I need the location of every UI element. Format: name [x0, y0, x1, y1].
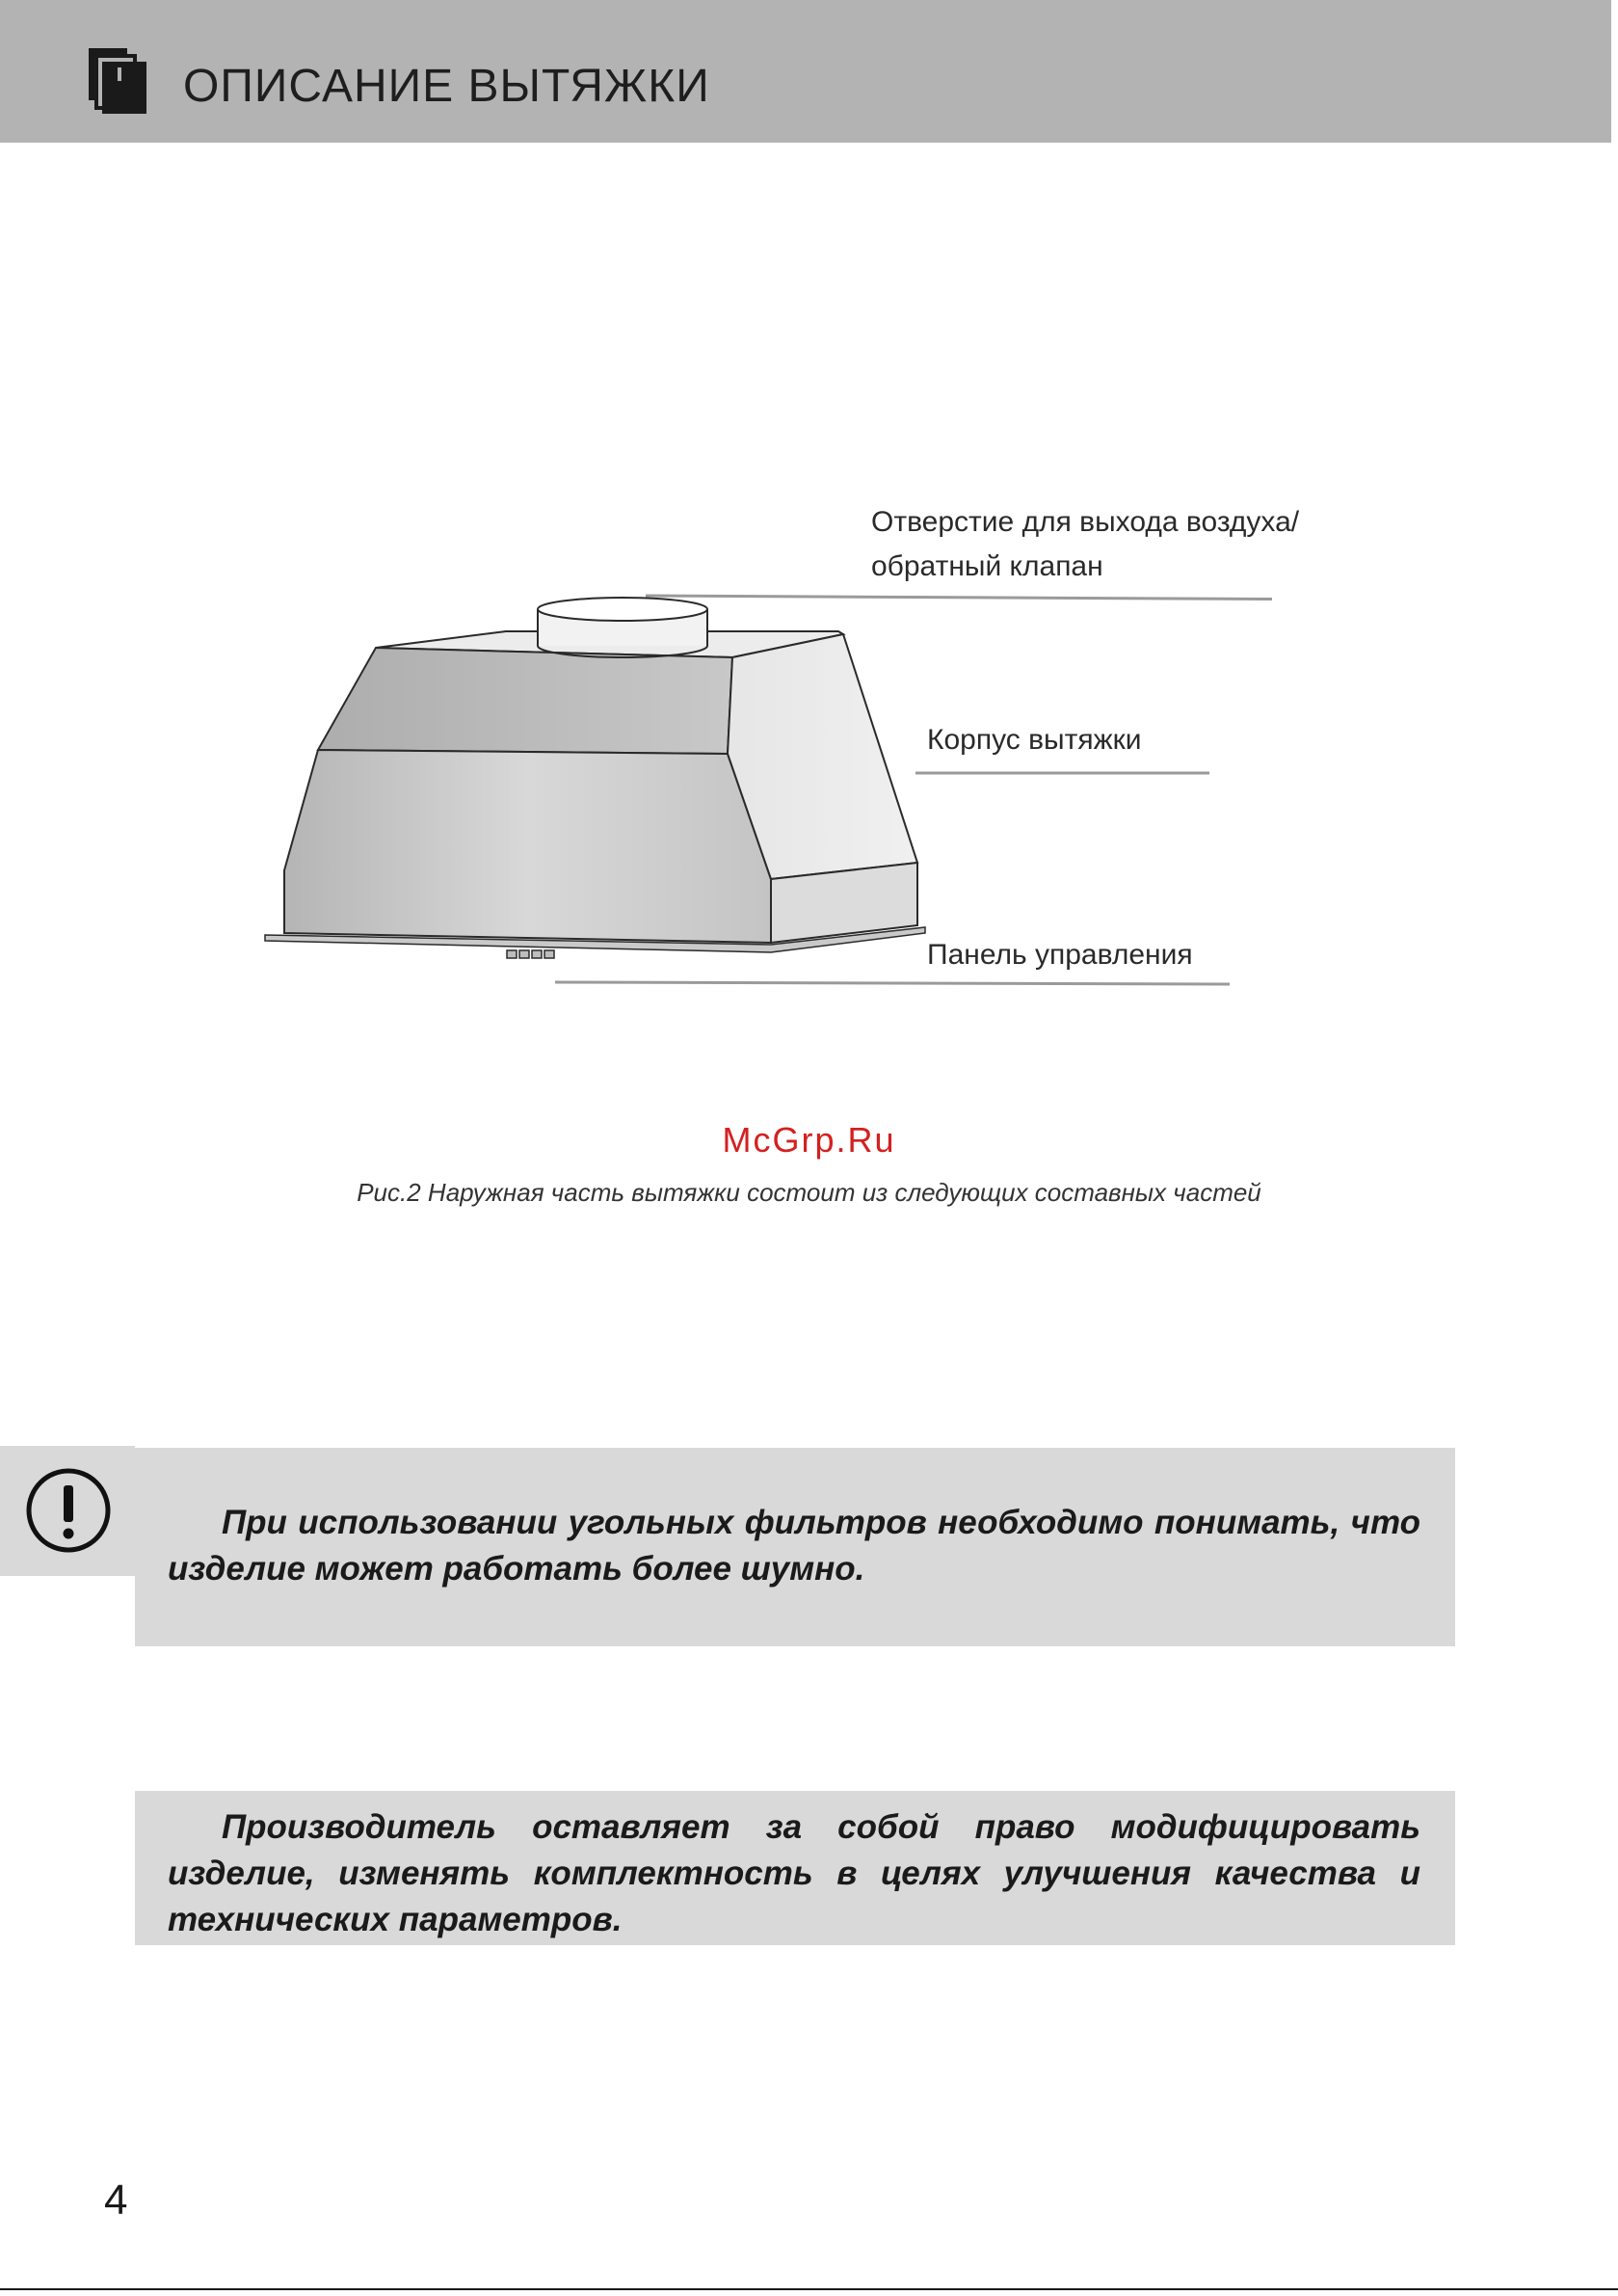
page-number: 4 [104, 2176, 128, 2224]
footer-divider [0, 2288, 1618, 2290]
watermark: McGrp.Ru [722, 1120, 896, 1160]
document-icon [89, 48, 150, 116]
label-hood-body: Корпус вытяжки [927, 724, 1142, 756]
label-air-outlet: Отверстие для выхода воздуха/ обратный клапан [871, 506, 1300, 582]
page-header [0, 0, 1611, 143]
page-title: ОПИСАНИЕ ВЫТЯЖКИ [183, 61, 710, 112]
notice-box-charcoal-filters: При использовании угольных фильтров необходимо понимать, что изделие может работать более шумно. [135, 1448, 1455, 1646]
exclamation-circle-icon [23, 1465, 114, 1556]
control-buttons [507, 950, 554, 958]
notice-box-manufacturer-rights: Производитель оставляет за собой право модифицировать изделие, изменять комплектность в целях улучшения качества и технических параметров. [135, 1791, 1455, 1945]
figure-caption: Рис.2 Наружная часть вытяжки состоит из следующих составных частей [357, 1178, 1261, 1207]
label-control-panel: Панель управления [927, 939, 1193, 971]
